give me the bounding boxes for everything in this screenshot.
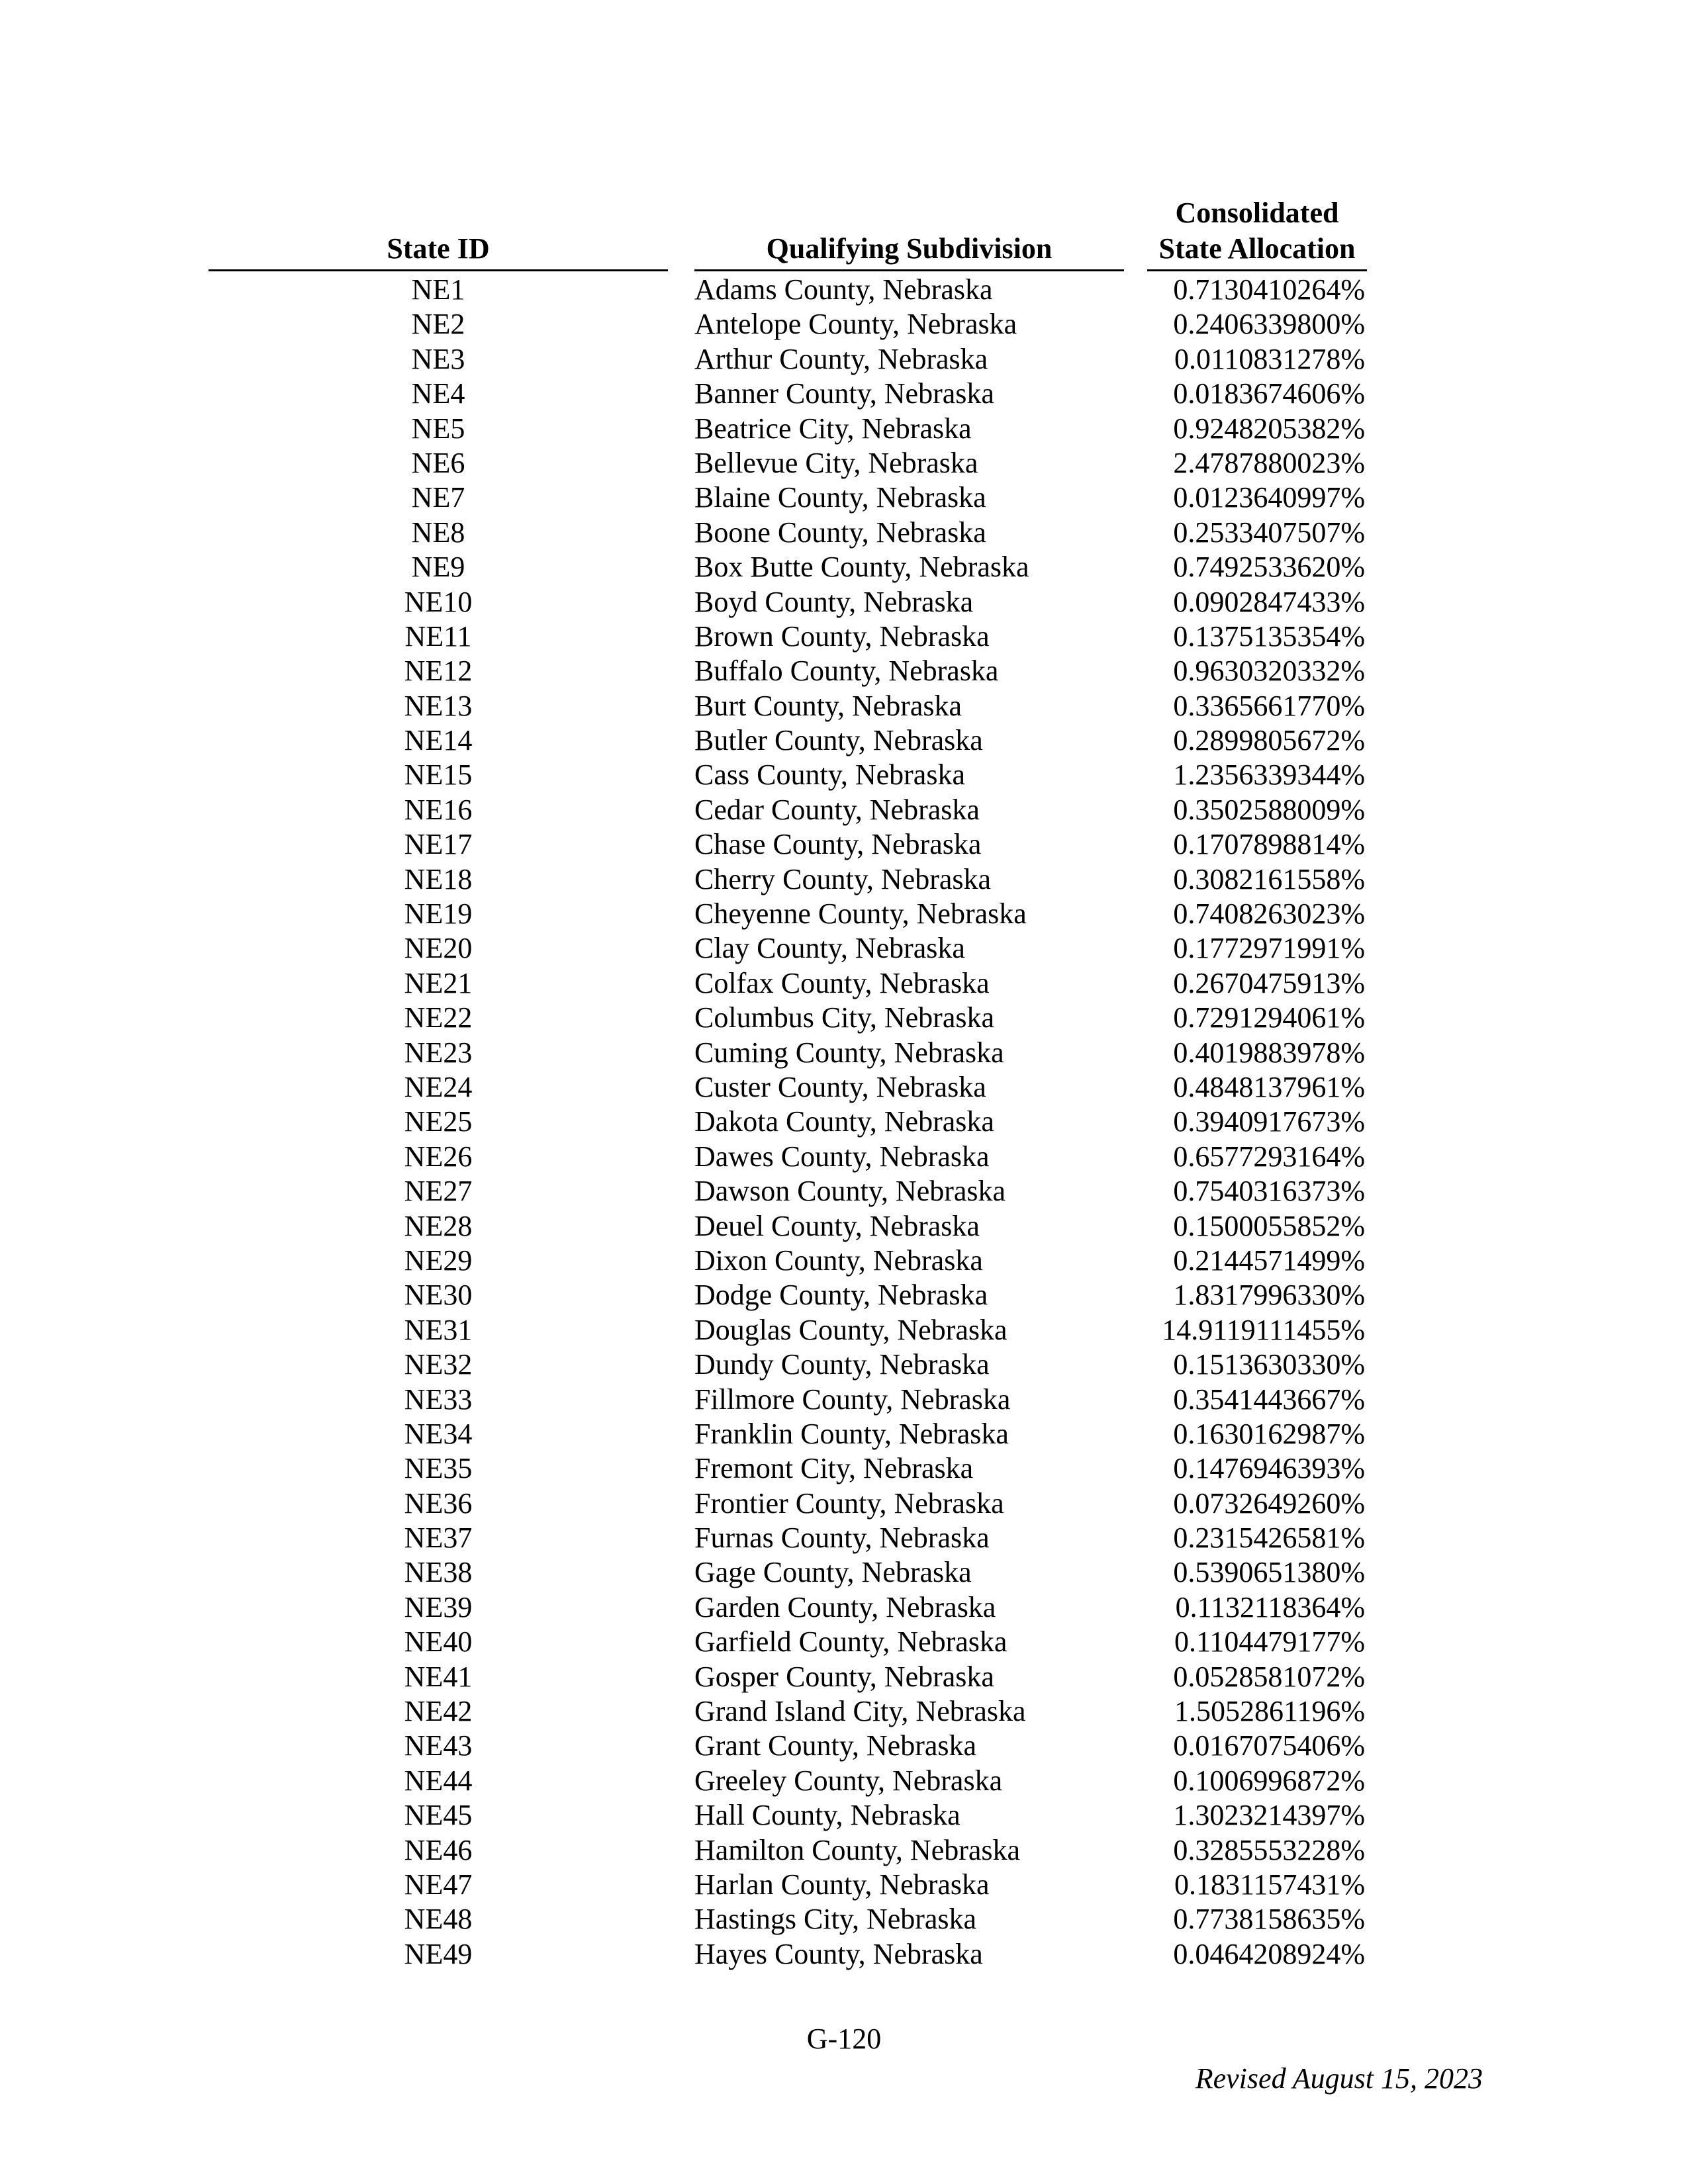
allocation-cell: 0.3940917673%	[1173, 1105, 1365, 1138]
allocation-cell: 1.3023214397%	[1173, 1799, 1365, 1832]
table-row	[0, 1833, 1688, 1868]
state-id-cell: NE10	[404, 585, 473, 618]
table-row	[0, 1590, 1688, 1625]
subdivision-cell: Dixon County, Nebraska	[694, 1244, 983, 1277]
allocation-cell: 0.2670475913%	[1173, 966, 1365, 999]
allocation-cell: 0.3285553228%	[1173, 1833, 1365, 1866]
table-row	[0, 585, 1688, 619]
subdivision-cell: Antelope County, Nebraska	[694, 308, 1017, 341]
state-id-cell: NE1	[411, 273, 465, 306]
state-id-cell: NE13	[404, 689, 473, 722]
table-row	[0, 1209, 1688, 1244]
subdivision-cell: Fremont City, Nebraska	[694, 1452, 974, 1485]
table-header	[0, 197, 1688, 271]
table-row	[0, 1001, 1688, 1035]
allocation-cell: 0.4848137961%	[1173, 1070, 1365, 1103]
state-id-cell: NE11	[404, 619, 472, 653]
table-row	[0, 1244, 1688, 1278]
table-row	[0, 827, 1688, 862]
subdivision-cell: Dawson County, Nebraska	[694, 1175, 1006, 1208]
subdivision-cell: Brown County, Nebraska	[694, 619, 990, 653]
state-id-cell: NE5	[411, 412, 465, 445]
subdivision-cell: Boone County, Nebraska	[694, 516, 986, 549]
table-row	[0, 342, 1688, 377]
allocation-cell: 0.6577293164%	[1173, 1140, 1365, 1173]
subdivision-cell: Dawes County, Nebraska	[694, 1140, 990, 1173]
subdivision-cell: Gosper County, Nebraska	[694, 1660, 994, 1693]
allocation-cell: 0.0110831278%	[1174, 342, 1365, 375]
subdivision-cell: Dundy County, Nebraska	[694, 1348, 990, 1381]
table-row	[0, 758, 1688, 792]
subdivision-cell: Arthur County, Nebraska	[694, 342, 988, 375]
allocation-cell: 0.1476946393%	[1173, 1452, 1365, 1485]
subdivision-cell: Chase County, Nebraska	[694, 828, 982, 861]
allocation-cell: 0.9630320332%	[1173, 655, 1365, 688]
table-row	[0, 1347, 1688, 1382]
state-id-cell: NE27	[404, 1175, 473, 1208]
allocation-cell: 0.7738158635%	[1173, 1903, 1365, 1936]
table-body	[0, 273, 1688, 1972]
state-id-cell: NE16	[404, 793, 473, 826]
column-header-state-id-label: State ID	[387, 232, 490, 265]
subdivision-cell: Greeley County, Nebraska	[694, 1764, 1003, 1797]
table-row	[0, 1902, 1688, 1936]
allocation-cell: 1.5052861196%	[1174, 1695, 1365, 1728]
allocation-cell: 0.1707898814%	[1173, 828, 1365, 861]
state-id-cell: NE7	[411, 481, 465, 514]
table-row	[0, 1764, 1688, 1798]
column-header-allocation	[1147, 195, 1367, 271]
table-row	[0, 723, 1688, 758]
allocation-cell: 0.2315426581%	[1173, 1522, 1365, 1555]
subdivision-cell: Clay County, Nebraska	[694, 932, 965, 965]
allocation-cell: 0.1831157431%	[1174, 1868, 1365, 1901]
table-row	[0, 1660, 1688, 1694]
state-id-cell: NE28	[404, 1209, 473, 1242]
state-id-cell: NE15	[404, 758, 473, 792]
page-number: G-120	[806, 2023, 882, 2055]
column-header-state-id	[209, 231, 668, 271]
allocation-cell: 0.0732649260%	[1173, 1486, 1365, 1520]
table-row	[0, 931, 1688, 966]
table-row	[0, 1036, 1688, 1070]
state-id-cell: NE36	[404, 1486, 473, 1520]
allocation-cell: 0.7540316373%	[1173, 1175, 1365, 1208]
subdivision-cell: Cuming County, Nebraska	[694, 1036, 1004, 1069]
state-id-cell: NE31	[404, 1313, 473, 1346]
table-row	[0, 1105, 1688, 1139]
table-row	[0, 1937, 1688, 1972]
state-id-cell: NE44	[404, 1764, 473, 1797]
subdivision-cell: Box Butte County, Nebraska	[694, 551, 1029, 584]
table-row	[0, 1417, 1688, 1451]
state-id-cell: NE23	[404, 1036, 473, 1069]
state-id-cell: NE14	[404, 724, 473, 757]
allocation-cell: 0.1132118364%	[1175, 1590, 1365, 1623]
subdivision-cell: Hamilton County, Nebraska	[694, 1833, 1021, 1866]
state-id-cell: NE37	[404, 1522, 473, 1555]
table-row	[0, 307, 1688, 341]
subdivision-cell: Columbus City, Nebraska	[694, 1001, 994, 1034]
table-row	[0, 1174, 1688, 1208]
state-id-cell: NE4	[411, 377, 465, 410]
subdivision-cell: Garfield County, Nebraska	[694, 1625, 1008, 1659]
column-header-subdivision	[694, 231, 1124, 271]
subdivision-cell: Custer County, Nebraska	[694, 1070, 986, 1103]
allocation-cell: 0.1772971991%	[1173, 932, 1365, 965]
allocation-cell: 14.9119111455%	[1162, 1313, 1365, 1346]
subdivision-cell: Garden County, Nebraska	[694, 1590, 996, 1623]
state-id-cell: NE21	[404, 966, 473, 999]
subdivision-cell: Boyd County, Nebraska	[694, 585, 974, 618]
allocation-cell: 0.0167075406%	[1173, 1729, 1365, 1762]
subdivision-cell: Burt County, Nebraska	[694, 689, 962, 722]
allocation-cell: 0.3541443667%	[1173, 1383, 1365, 1416]
table-row	[0, 1625, 1688, 1659]
state-id-cell: NE17	[404, 828, 473, 861]
state-id-cell: NE22	[404, 1001, 473, 1034]
allocation-cell: 1.8317996330%	[1173, 1279, 1365, 1312]
allocation-cell: 0.2144571499%	[1173, 1244, 1365, 1277]
state-id-cell: NE25	[404, 1105, 473, 1138]
subdivision-cell: Douglas County, Nebraska	[694, 1313, 1008, 1346]
table-row	[0, 619, 1688, 654]
table-row	[0, 1383, 1688, 1417]
table-row	[0, 1070, 1688, 1105]
table-row	[0, 516, 1688, 550]
allocation-cell: 0.3365661770%	[1173, 689, 1365, 722]
state-id-cell: NE26	[404, 1140, 473, 1173]
table-row	[0, 793, 1688, 827]
state-id-cell: NE35	[404, 1452, 473, 1485]
state-id-cell: NE48	[404, 1903, 473, 1936]
table-row	[0, 1868, 1688, 1902]
allocation-cell: 0.0528581072%	[1173, 1660, 1365, 1693]
subdivision-cell: Banner County, Nebraska	[694, 377, 994, 410]
allocation-cell: 0.0183674606%	[1173, 377, 1365, 410]
subdivision-cell: Harlan County, Nebraska	[694, 1868, 990, 1901]
table-row	[0, 377, 1688, 411]
allocation-cell: 0.5390651380%	[1173, 1556, 1365, 1589]
allocation-cell: 2.4787880023%	[1173, 446, 1365, 479]
subdivision-cell: Furnas County, Nebraska	[694, 1522, 990, 1555]
subdivision-cell: Colfax County, Nebraska	[694, 966, 990, 999]
allocation-cell: 0.3502588009%	[1173, 793, 1365, 826]
allocation-cell: 0.1513630330%	[1173, 1348, 1365, 1381]
state-id-cell: NE20	[404, 932, 473, 965]
subdivision-cell: Dodge County, Nebraska	[694, 1279, 988, 1312]
state-id-cell: NE39	[404, 1590, 473, 1623]
table-row	[0, 412, 1688, 446]
state-id-cell: NE2	[411, 308, 465, 341]
state-id-cell: NE29	[404, 1244, 473, 1277]
state-id-cell: NE42	[404, 1695, 473, 1728]
state-id-cell: NE46	[404, 1833, 473, 1866]
allocation-cell: 0.9248205382%	[1173, 412, 1365, 445]
table-row	[0, 273, 1688, 307]
subdivision-cell: Frontier County, Nebraska	[694, 1486, 1004, 1520]
subdivision-cell: Adams County, Nebraska	[694, 273, 993, 306]
state-id-cell: NE38	[404, 1556, 473, 1589]
state-id-cell: NE9	[411, 551, 465, 584]
table-row	[0, 897, 1688, 931]
allocation-cell: 0.7291294061%	[1173, 1001, 1365, 1034]
table-row	[0, 654, 1688, 688]
allocation-cell: 0.1375135354%	[1173, 619, 1365, 653]
state-id-cell: NE12	[404, 655, 473, 688]
column-header-allocation-line1: Consolidated	[1175, 197, 1339, 229]
state-id-cell: NE6	[411, 446, 465, 479]
table-row	[0, 1694, 1688, 1729]
table-row	[0, 862, 1688, 897]
subdivision-cell: Hall County, Nebraska	[694, 1799, 961, 1832]
subdivision-cell: Cherry County, Nebraska	[694, 862, 992, 895]
allocation-cell: 0.7408263023%	[1173, 897, 1365, 931]
table-row	[0, 550, 1688, 584]
subdivision-cell: Dakota County, Nebraska	[694, 1105, 994, 1138]
state-id-cell: NE34	[404, 1417, 473, 1450]
allocation-cell: 0.7492533620%	[1173, 551, 1365, 584]
table-row	[0, 1451, 1688, 1486]
table-row	[0, 446, 1688, 480]
allocation-cell: 0.3082161558%	[1173, 862, 1365, 895]
table-row	[0, 1313, 1688, 1347]
allocation-cell: 0.7130410264%	[1173, 273, 1365, 306]
subdivision-cell: Hayes County, Nebraska	[694, 1937, 983, 1970]
allocation-cell: 0.4019883978%	[1173, 1036, 1365, 1069]
state-id-cell: NE24	[404, 1070, 473, 1103]
allocation-cell: 0.0123640997%	[1173, 481, 1365, 514]
state-id-cell: NE45	[404, 1799, 473, 1832]
allocation-cell: 0.1006996872%	[1173, 1764, 1365, 1797]
subdivision-cell: Cedar County, Nebraska	[694, 793, 980, 826]
allocation-cell: 0.0464208924%	[1173, 1937, 1365, 1970]
allocation-cell: 0.1104479177%	[1174, 1625, 1365, 1659]
state-id-cell: NE3	[411, 342, 465, 375]
subdivision-cell: Grant County, Nebraska	[694, 1729, 977, 1762]
state-id-cell: NE19	[404, 897, 473, 931]
subdivision-cell: Butler County, Nebraska	[694, 724, 983, 757]
state-id-cell: NE33	[404, 1383, 473, 1416]
allocation-cell: 0.0902847433%	[1173, 585, 1365, 618]
subdivision-cell: Franklin County, Nebraska	[694, 1417, 1009, 1450]
allocation-cell: 0.1630162987%	[1173, 1417, 1365, 1450]
column-header-allocation-line2: State Allocation	[1158, 232, 1356, 265]
state-id-cell: NE18	[404, 862, 473, 895]
subdivision-cell: Beatrice City, Nebraska	[694, 412, 972, 445]
state-id-cell: NE40	[404, 1625, 473, 1659]
table-row	[0, 1140, 1688, 1174]
allocation-cell: 1.2356339344%	[1173, 758, 1365, 792]
subdivision-cell: Fillmore County, Nebraska	[694, 1383, 1011, 1416]
revision-date: Revised August 15, 2023	[1195, 2062, 1483, 2095]
subdivision-cell: Bellevue City, Nebraska	[694, 446, 978, 479]
state-id-cell: NE43	[404, 1729, 473, 1762]
state-id-cell: NE47	[404, 1868, 473, 1901]
table-row	[0, 1798, 1688, 1833]
subdivision-cell: Grand Island City, Nebraska	[694, 1695, 1026, 1728]
allocation-cell: 0.1500055852%	[1173, 1209, 1365, 1242]
subdivision-cell: Buffalo County, Nebraska	[694, 655, 999, 688]
state-id-cell: NE41	[404, 1660, 473, 1693]
table-row	[0, 1278, 1688, 1312]
subdivision-cell: Deuel County, Nebraska	[694, 1209, 980, 1242]
table-row	[0, 1555, 1688, 1590]
table-row	[0, 1521, 1688, 1555]
table-row	[0, 1486, 1688, 1521]
column-header-subdivision-label: Qualifying Subdivision	[766, 232, 1053, 265]
state-id-cell: NE30	[404, 1279, 473, 1312]
subdivision-cell: Blaine County, Nebraska	[694, 481, 986, 514]
allocation-cell: 0.2406339800%	[1173, 308, 1365, 341]
state-id-cell: NE49	[404, 1937, 473, 1970]
table-row	[0, 1729, 1688, 1763]
subdivision-cell: Cass County, Nebraska	[694, 758, 965, 792]
subdivision-cell: Gage County, Nebraska	[694, 1556, 972, 1589]
state-id-cell: NE8	[411, 516, 465, 549]
allocation-cell: 0.2899805672%	[1173, 724, 1365, 757]
table-row	[0, 966, 1688, 1001]
allocation-cell: 0.2533407507%	[1173, 516, 1365, 549]
state-id-cell: NE32	[404, 1348, 473, 1381]
subdivision-cell: Cheyenne County, Nebraska	[694, 897, 1027, 931]
table-row	[0, 480, 1688, 515]
subdivision-cell: Hastings City, Nebraska	[694, 1903, 977, 1936]
table-row	[0, 689, 1688, 723]
